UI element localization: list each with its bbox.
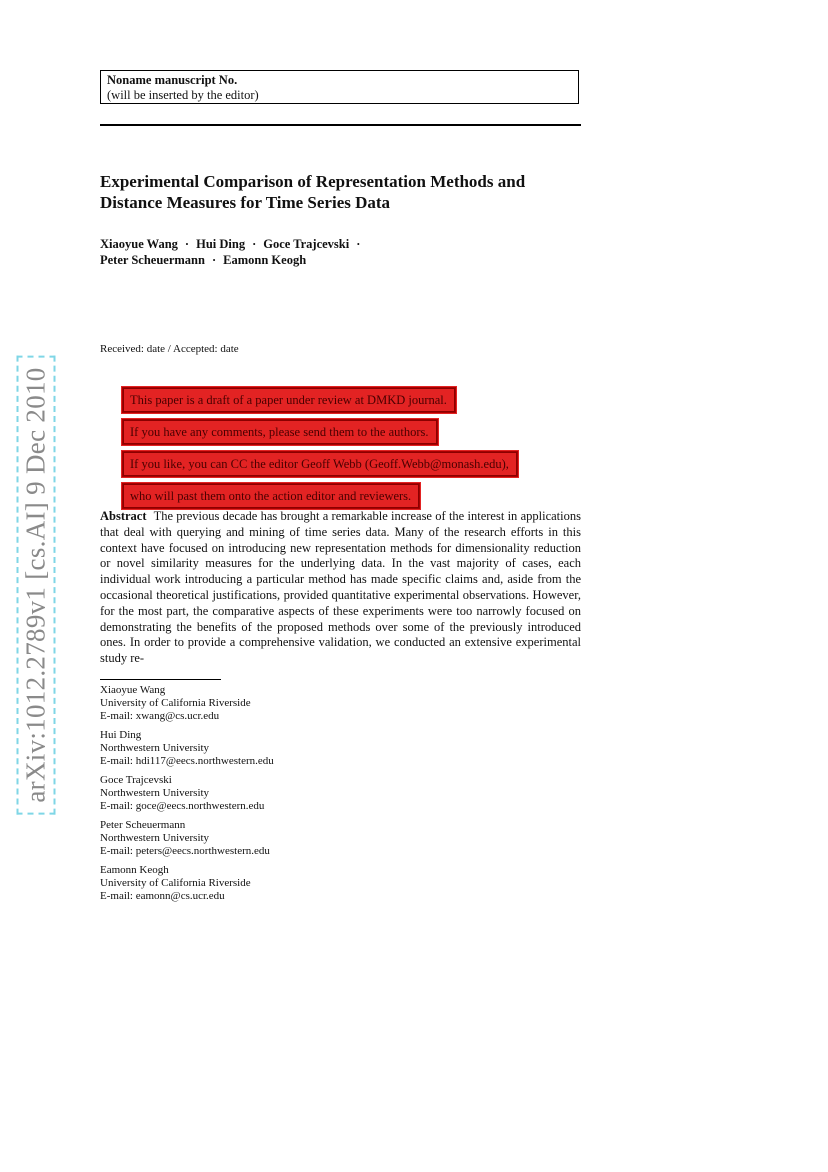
- affiliation-org: Northwestern University: [100, 742, 210, 754]
- manuscript-header-box: [100, 70, 579, 104]
- author-separator: ·: [211, 253, 217, 267]
- author-line-1: [100, 236, 590, 252]
- paper-title: [100, 171, 590, 213]
- author-name: Goce Trajcevski: [263, 237, 350, 251]
- affiliation-email: E-mail: hdi117@eecs.northwestern.edu: [100, 755, 274, 767]
- author-separator: ·: [356, 237, 361, 251]
- manuscript-number: Noname manuscript No.: [107, 73, 238, 87]
- affiliation-block: [100, 684, 580, 723]
- author-list: [100, 236, 590, 268]
- review-notice-4: who will past them onto the action editor and reviewers.: [122, 483, 420, 509]
- review-notice-2: If you have any comments, please send them to the authors.: [122, 419, 438, 445]
- abstract-text: The previous decade has brought a remarkable increase of the interest in applications that deal with querying and mining of time series data. Many of the research efforts in this context have focused on introducing new representation methods for dimensionality reduction or novel similarity measures for the underlying data. In the vast majority of cases, each individual work introducing a particular method has made specific claims and, aside from the occasional theoretical justifications, provided quantitative experimental observations. However, for the most part, the comparative aspects of these experiments were too narrowly focused on demonstrating the benefits of the proposed methods over some of the previously introduced ones. In order to provide a comprehensive validation, we conducted an extensive experimental study re-: [100, 509, 581, 666]
- affiliation-org: University of California Riverside: [100, 877, 251, 889]
- header-rule: [100, 124, 581, 126]
- editor-note: (will be inserted by the editor): [107, 88, 259, 102]
- affiliation-block: [100, 729, 580, 768]
- affiliation-org: Northwestern University: [100, 832, 210, 844]
- affiliation-email: E-mail: goce@eecs.northwestern.edu: [100, 800, 265, 812]
- affiliation-name: Goce Trajcevski: [100, 774, 172, 786]
- arxiv-stamp[interactable]: [8, 354, 64, 816]
- author-name: Hui Ding: [196, 237, 246, 251]
- affiliation-block: [100, 864, 580, 903]
- affiliation-block: [100, 774, 580, 813]
- title-line-1: Experimental Comparison of Representation Methods and: [100, 172, 526, 191]
- affiliation-block: [100, 819, 580, 858]
- author-name: Peter Scheuermann: [100, 253, 205, 267]
- affiliation-name: Peter Scheuermann: [100, 819, 186, 831]
- affiliation-email: E-mail: peters@eecs.northwestern.edu: [100, 845, 270, 857]
- title-line-2: Distance Measures for Time Series Data: [100, 193, 391, 212]
- author-separator: ·: [184, 237, 190, 251]
- affiliation-org: Northwestern University: [100, 787, 210, 799]
- affiliation-name: Eamonn Keogh: [100, 864, 169, 876]
- author-name: Eamonn Keogh: [223, 253, 307, 267]
- review-notice-1: This paper is a draft of a paper under review at DMKD journal.: [122, 387, 456, 413]
- affiliation-name: Xiaoyue Wang: [100, 684, 166, 696]
- author-separator: ·: [252, 237, 257, 251]
- received-date: Received: date / Accepted: date: [100, 343, 239, 355]
- author-name: Xiaoyue Wang: [100, 237, 178, 251]
- arxiv-stamp-text[interactable]: arXiv:1012.2789v1 [cs.AI] 9 Dec 2010: [17, 355, 56, 814]
- affiliation-list: [100, 684, 580, 909]
- abstract-label: Abstract: [100, 509, 147, 523]
- author-line-2: [100, 252, 590, 268]
- affiliation-org: University of California Riverside: [100, 697, 251, 709]
- affiliation-email: E-mail: eamonn@cs.ucr.edu: [100, 890, 225, 902]
- review-notice-3: If you like, you can CC the editor Geoff Webb (Geoff.Webb@monash.edu),: [122, 451, 518, 477]
- abstract: [100, 509, 581, 667]
- footnote-rule: [100, 679, 221, 680]
- affiliation-email: E-mail: xwang@cs.ucr.edu: [100, 710, 220, 722]
- affiliation-name: Hui Ding: [100, 729, 142, 741]
